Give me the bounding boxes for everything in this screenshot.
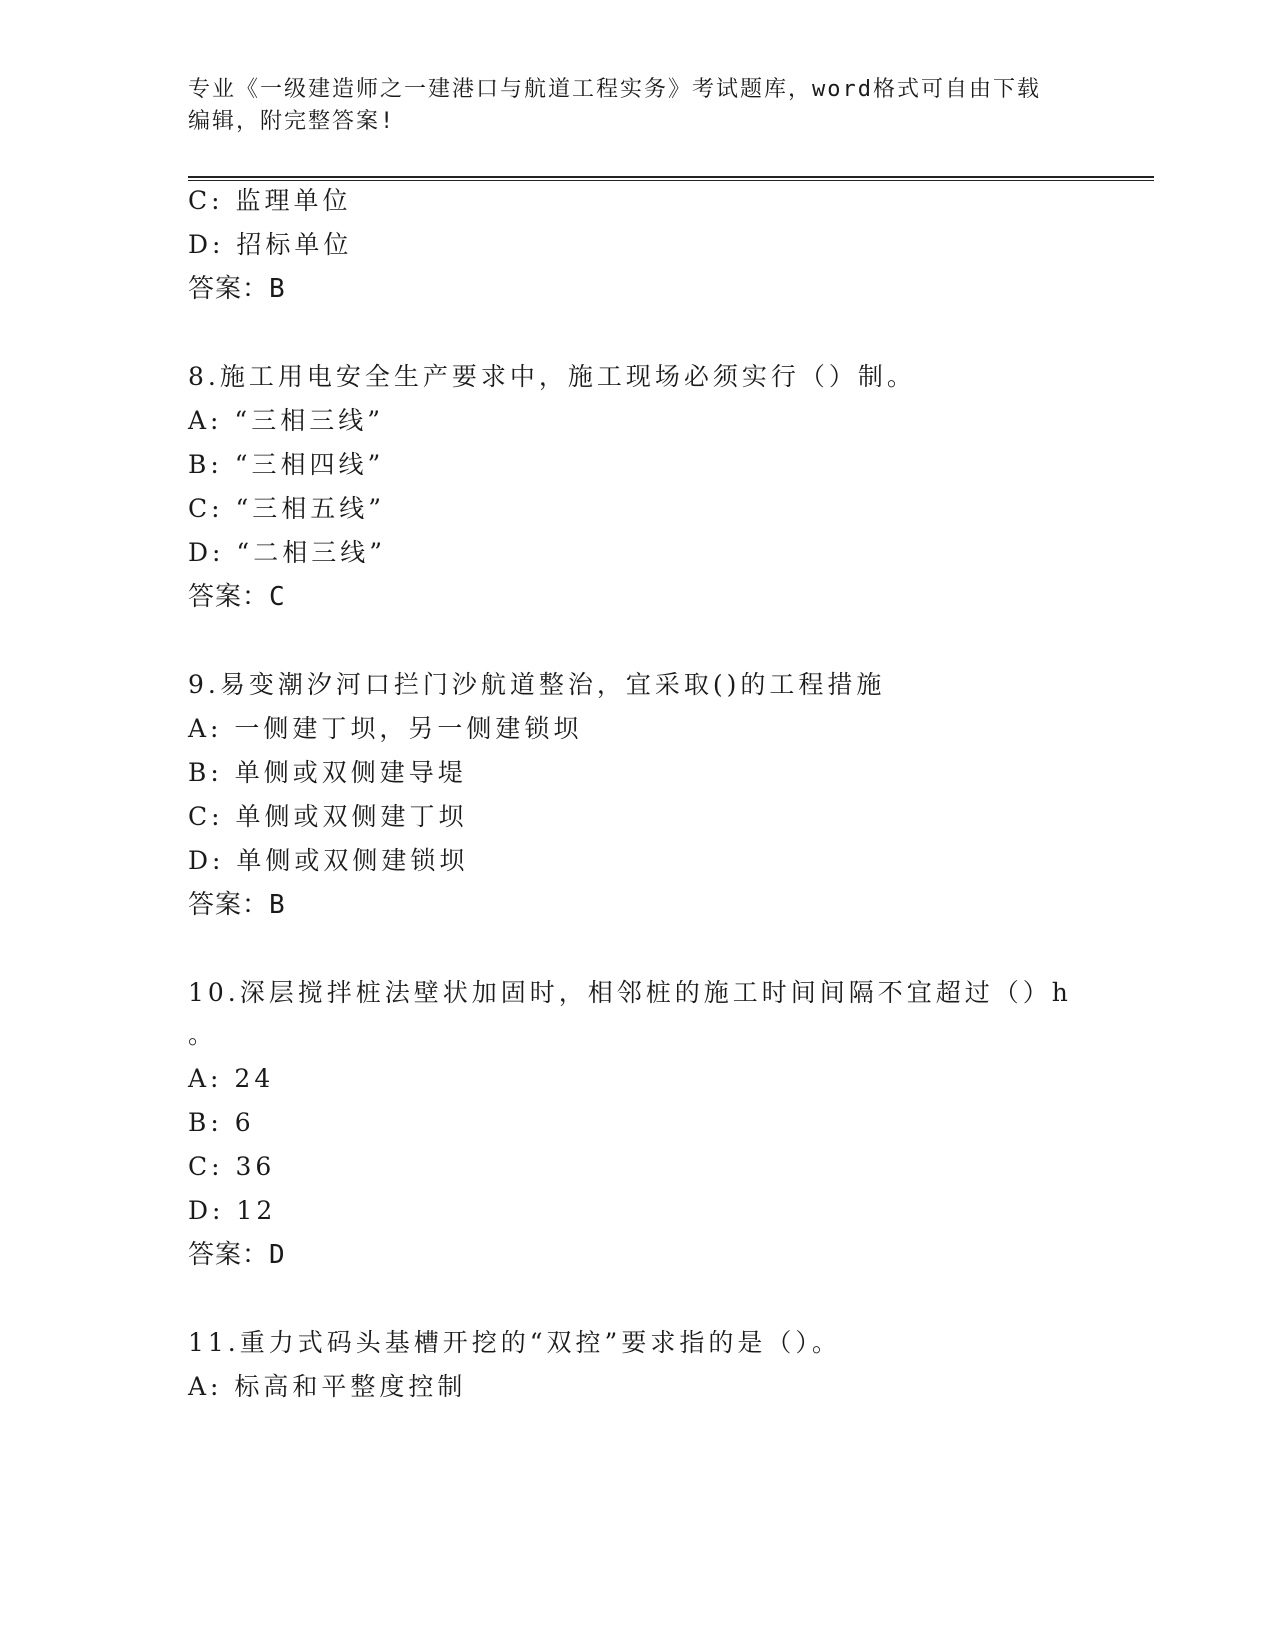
option-d: D: 招标单位 [188,230,353,259]
question-stem: 10.深层搅拌桩法壁状加固时，相邻桩的施工时间间隔不宜超过（）h [188,978,1072,1007]
answer-line: 答案：B [188,274,286,304]
header-line-1: 专业《一级建造师之一建港口与航道工程实务》考试题库，word格式可自由下载 [188,77,1041,102]
question-stem: 9.易变潮汐河口拦门沙航道整治，宜采取()的工程措施 [188,670,886,699]
answer-line: 答案：B [188,890,286,920]
option-d: D: 单侧或双侧建锁坝 [188,846,469,875]
question-stem: 11.重力式码头基槽开挖的“双控”要求指的是（）。 [188,1328,841,1357]
option-a: A: “三相三线” [188,406,384,435]
option-c: C: 36 [188,1152,276,1181]
answer-line: 答案：D [188,1240,286,1270]
question-stem: 8.施工用电安全生产要求中，施工现场必须实行（）制。 [188,362,916,391]
question-stem-continuation: 。 [188,1020,218,1049]
option-d: D: “二相三线” [188,538,386,567]
option-a: A: 一侧建丁坝，另一侧建锁坝 [188,714,583,743]
header-divider [188,176,1154,181]
option-a: A: 24 [188,1064,275,1093]
answer-line: 答案：C [188,582,286,612]
option-b: B: “三相四线” [188,450,385,479]
option-c: C: 单侧或双侧建丁坝 [188,802,468,831]
option-a: A: 标高和平整度控制 [188,1372,467,1401]
option-c: C: “三相五线” [188,494,386,523]
page-header [188,74,1088,138]
option-b: B: 6 [188,1108,255,1137]
option-b: B: 单侧或双侧建导堤 [188,758,467,787]
option-d: D: 12 [188,1196,277,1225]
option-c: C: 监理单位 [188,186,352,215]
header-line-2: 编辑，附完整答案! [188,109,396,134]
